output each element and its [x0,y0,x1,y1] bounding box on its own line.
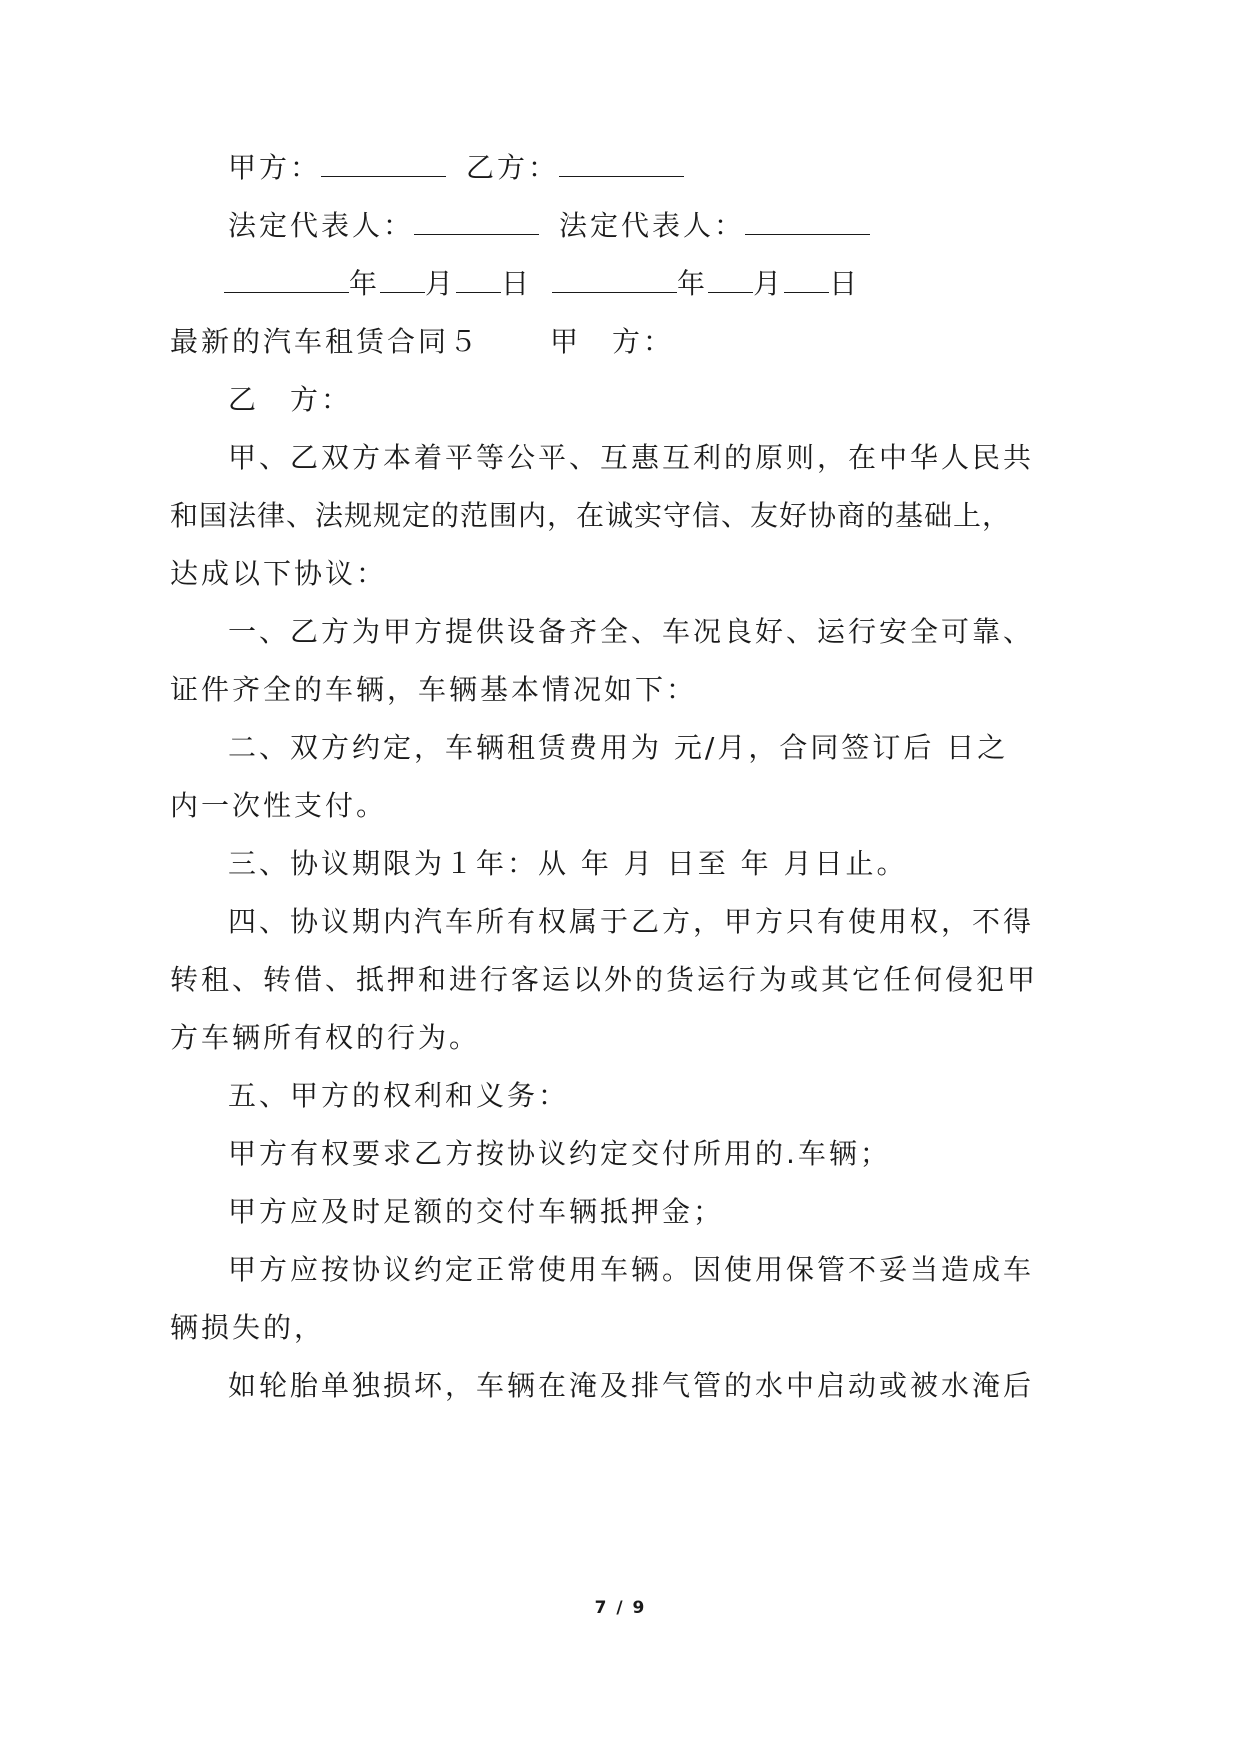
signature-parties-line [228,148,684,188]
clause-4-line-2: 转租、转借、抵押和进行客运以外的货运行为或其它任何侵犯甲 [170,963,1039,996]
clause-2-line-1: 二、双方约定，车辆租赁费用为 元/月，合同签订后 日之 [228,731,1009,764]
clause-5-item-4-line-1: 如轮胎单独损坏，车辆在淹及排气管的水中启动或被水淹后 [228,1369,1035,1402]
clause-5-item-1: 甲方有权要求乙方按协议约定交付所用的.车辆； [228,1137,891,1170]
preamble-line-1: 甲、乙双方本着平等公平、互惠互利的原则，在中华人民共 [228,441,1035,474]
party-a-blank [321,150,446,177]
rep-b-label: 法定代表人： [559,209,746,242]
clause-5-item-3-line-1: 甲方应按协议约定正常使用车辆。因使用保管不妥当造成车 [228,1253,1035,1286]
clause-1-line-1: 一、乙方为甲方提供设备齐全、车况良好、运行安全可靠、 [228,615,1035,648]
rep-a-blank [414,208,539,235]
clause-5-heading: 五、甲方的权利和义务： [228,1079,570,1112]
date-a-month-blank [380,266,425,293]
preamble-line-2: 和国法律、法规规定的范围内，在诚实守信、友好协商的基础上， [170,499,1012,532]
clause-2-line-2: 内一次性支付。 [170,789,388,822]
clause-5-item-3-line-2: 辆损失的， [170,1311,326,1344]
page-number: 7 / 9 [594,1598,647,1618]
party-b-label: 乙方： [466,151,560,184]
party-b-line: 乙 方： [228,383,353,416]
date-b-month-blank [708,266,753,293]
clause-4-line-3: 方车辆所有权的行为。 [170,1021,481,1054]
signature-dates-line [224,264,860,304]
date-a-year-blank [224,266,349,293]
date-b-month: 月 [753,267,785,300]
clause-1-line-2: 证件齐全的车辆，车辆基本情况如下： [170,673,698,706]
party-a-line: 甲 方： [550,325,675,358]
contract-heading-line [170,322,674,362]
date-a-year: 年 [349,267,381,300]
preamble-line-3: 达成以下协议： [170,557,388,590]
rep-b-blank [745,208,870,235]
date-a-day: 日 [501,267,533,300]
clause-5-item-2: 甲方应及时足额的交付车辆抵押金； [228,1195,725,1228]
rep-a-label: 法定代表人： [228,209,415,242]
date-b-year: 年 [677,267,709,300]
date-b-year-blank [552,266,677,293]
date-a-month: 月 [425,267,457,300]
contract-heading: 最新的汽车租赁合同５ [170,325,481,358]
party-b-blank [559,150,684,177]
clause-4-line-1: 四、协议期内汽车所有权属于乙方，甲方只有使用权，不得 [228,905,1035,938]
party-a-label: 甲方： [228,151,322,184]
clause-3-line: 三、协议期限为１年：从 年 月 日至 年 月日止。 [228,847,908,880]
date-b-day-blank [784,266,829,293]
date-a-day-blank [456,266,501,293]
date-b-day: 日 [829,267,861,300]
signature-representatives-line [228,206,870,246]
